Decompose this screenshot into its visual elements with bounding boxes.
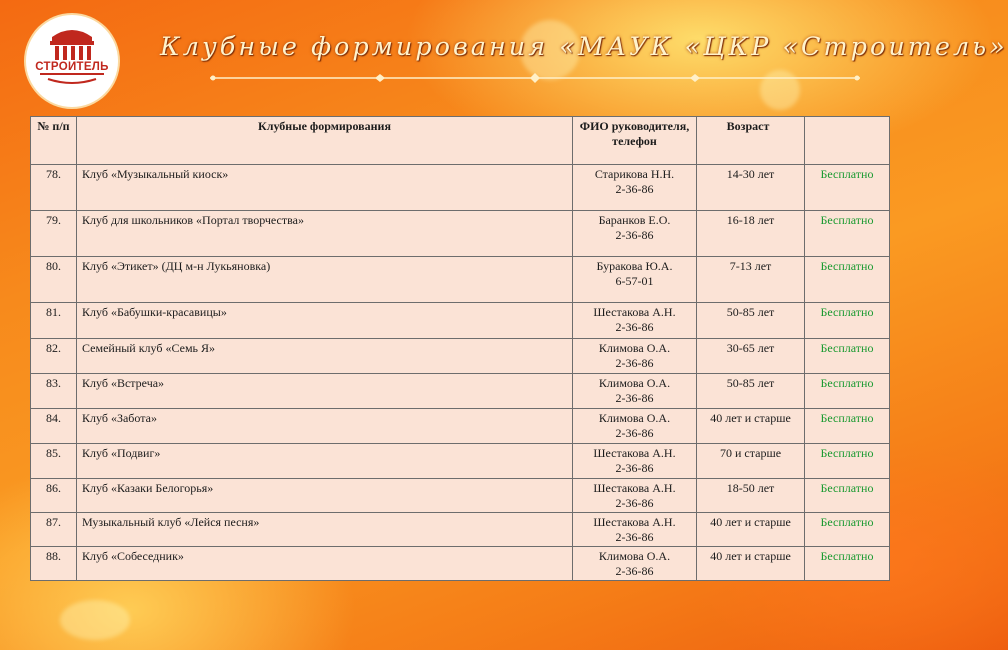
row-number: 79. (31, 211, 77, 257)
club-name: Клуб «Этикет» (ДЦ м-н Лукьяновка) (77, 257, 573, 303)
table-header-row (31, 117, 890, 165)
table-row (31, 303, 890, 339)
logo-text: СТРОИТЕЛЬ (35, 61, 109, 73)
leader-phone: 6-57-01 (615, 273, 654, 288)
table-row (31, 444, 890, 479)
club-name: Клуб «Собеседник» (77, 547, 573, 581)
leader-phone: 2-36-86 (615, 529, 654, 544)
age-range: 18-50 лет (697, 479, 805, 513)
table-row (31, 479, 890, 513)
price-label: Бесплатно (805, 257, 890, 303)
table-row (31, 339, 890, 374)
leader-cell (573, 339, 697, 374)
background-flare (60, 600, 130, 640)
age-range: 30-65 лет (697, 339, 805, 374)
leader-cell (573, 303, 697, 339)
leader-name: Шестакова А.Н. (593, 481, 676, 495)
column-header-age: Возраст (697, 117, 805, 165)
leader-phone: 2-36-86 (615, 495, 654, 510)
club-name: Клуб для школьников «Портал творчества» (77, 211, 573, 257)
row-number: 88. (31, 547, 77, 581)
table-row (31, 165, 890, 211)
column-header-club: Клубные формирования (77, 117, 573, 165)
leader-phone: 2-36-86 (615, 460, 654, 475)
leader-cell (573, 513, 697, 547)
club-name: Музыкальный клуб «Лейся песня» (77, 513, 573, 547)
leader-name: Климова О.А. (598, 376, 671, 390)
age-range: 16-18 лет (697, 211, 805, 257)
leader-phone: 2-36-86 (615, 181, 654, 196)
leader-cell (573, 374, 697, 409)
leader-cell (573, 211, 697, 257)
leader-name: Шестакова А.Н. (593, 515, 676, 529)
leader-phone: 2-36-86 (615, 319, 654, 334)
price-label: Бесплатно (805, 444, 890, 479)
price-label: Бесплатно (805, 547, 890, 581)
age-range: 70 и старше (697, 444, 805, 479)
leader-name: Климова О.А. (598, 341, 671, 355)
stroitel-logo (26, 15, 118, 107)
age-range: 7-13 лет (697, 257, 805, 303)
price-label: Бесплатно (805, 211, 890, 257)
row-number: 87. (31, 513, 77, 547)
price-label: Бесплатно (805, 479, 890, 513)
leader-phone: 2-36-86 (615, 563, 654, 578)
leader-name: Климова О.А. (598, 549, 671, 563)
leader-cell (573, 547, 697, 581)
row-number: 85. (31, 444, 77, 479)
age-range: 40 лет и старше (697, 547, 805, 581)
leader-cell (573, 444, 697, 479)
leader-cell (573, 257, 697, 303)
table-row (31, 257, 890, 303)
leader-phone: 2-36-86 (615, 227, 654, 242)
price-label: Бесплатно (805, 513, 890, 547)
club-name: Семейный клуб «Семь Я» (77, 339, 573, 374)
row-number: 78. (31, 165, 77, 211)
column-header-price (805, 117, 890, 165)
column-header-number: № п/п (31, 117, 77, 165)
club-name: Клуб «Музыкальный киоск» (77, 165, 573, 211)
club-name: Клуб «Подвиг» (77, 444, 573, 479)
table-row (31, 547, 890, 581)
club-name: Клуб «Бабушки-красавицы» (77, 303, 573, 339)
leader-cell (573, 165, 697, 211)
clubs-table-container (30, 116, 889, 581)
leader-name: Шестакова А.Н. (593, 446, 676, 460)
club-name: Клуб «Встреча» (77, 374, 573, 409)
row-number: 80. (31, 257, 77, 303)
leader-name: Буракова Ю.А. (596, 259, 673, 273)
row-number: 82. (31, 339, 77, 374)
table-row (31, 374, 890, 409)
age-range: 50-85 лет (697, 374, 805, 409)
leader-phone: 2-36-86 (615, 425, 654, 440)
price-label: Бесплатно (805, 409, 890, 444)
club-name: Клуб «Забота» (77, 409, 573, 444)
leader-cell (573, 409, 697, 444)
leader-name: Баранков Е.О. (598, 213, 671, 227)
leader-phone: 2-36-86 (615, 355, 654, 370)
table-row (31, 513, 890, 547)
price-label: Бесплатно (805, 303, 890, 339)
clubs-table (30, 116, 890, 581)
page-title: Клубные формирования «МАУК «ЦКР «Строитель» (160, 32, 1008, 62)
club-name: Клуб «Казаки Белогорья» (77, 479, 573, 513)
age-range: 40 лет и старше (697, 513, 805, 547)
age-range: 50-85 лет (697, 303, 805, 339)
price-label: Бесплатно (805, 165, 890, 211)
price-label: Бесплатно (805, 339, 890, 374)
title-ornament-divider (210, 72, 860, 84)
leader-phone: 2-36-86 (615, 390, 654, 405)
row-number: 81. (31, 303, 77, 339)
age-range: 40 лет и старше (697, 409, 805, 444)
column-header-leader: ФИО руководителя, телефон (573, 117, 697, 165)
table-row (31, 211, 890, 257)
age-range: 14-30 лет (697, 165, 805, 211)
leader-name: Климова О.А. (598, 411, 671, 425)
leader-name: Шестакова А.Н. (593, 305, 676, 319)
row-number: 84. (31, 409, 77, 444)
row-number: 83. (31, 374, 77, 409)
price-label: Бесплатно (805, 374, 890, 409)
leader-cell (573, 479, 697, 513)
row-number: 86. (31, 479, 77, 513)
leader-name: Старикова Н.Н. (594, 167, 675, 181)
table-row (31, 409, 890, 444)
